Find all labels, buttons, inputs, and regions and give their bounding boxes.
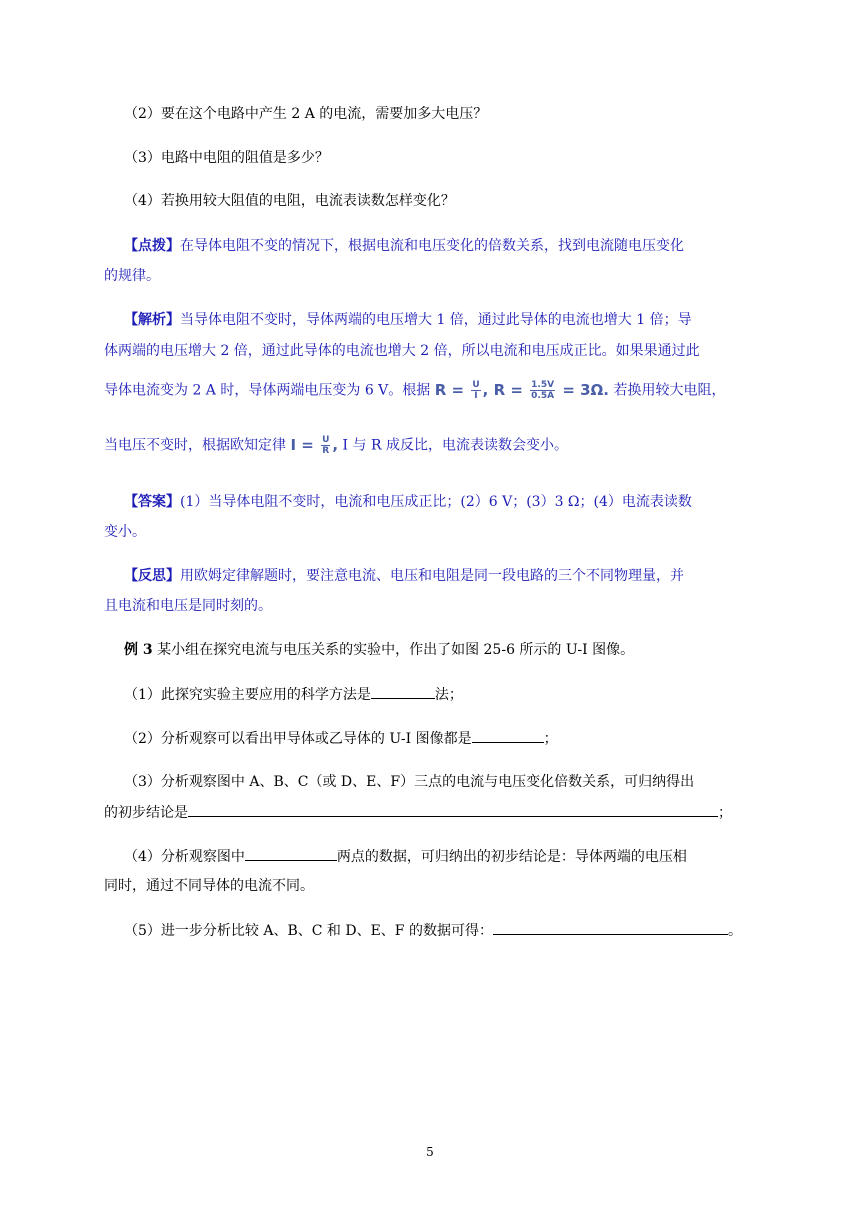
formula-ohm-separator: , xyxy=(332,436,339,454)
formula-ohm-lhs: I = xyxy=(290,436,314,454)
answer-blank-1[interactable] xyxy=(371,684,435,699)
fansi-line-1 xyxy=(124,566,684,586)
part-2-text: （2）分析观察可以看出甲导体或乙导体的 U-I 图像都是 xyxy=(124,731,472,747)
jiexi-line-3 xyxy=(104,380,725,401)
answer-blank-5[interactable] xyxy=(493,920,728,935)
example-3-part-3-line-2 xyxy=(104,802,732,823)
example-3-part-4 xyxy=(124,846,687,867)
fansi-text-1: 用欧姆定律解题时，要注意电流、电压和电阻是同一段电路的三个不同物理量，并 xyxy=(180,568,684,584)
example-3-part-1 xyxy=(124,684,463,705)
daan-text-1: (1）当导体电阻不变时，电流和电压成正比；(2）6 V；(3）3 Ω；(4）电流表读数 xyxy=(180,494,692,510)
formula-resistance xyxy=(435,380,609,401)
formula-numerator-2: 1.5V xyxy=(531,380,555,390)
daan-line-2: 变小。 xyxy=(104,524,146,540)
dianbo-line-2: 的规律。 xyxy=(104,268,160,284)
dianbo-text-1: 在导体电阻不变的情况下，根据电流和电压变化的倍数关系，找到电流随电压变化 xyxy=(180,238,684,254)
part-5-text: （5）进一步分析比较 A、B、C 和 D、E、F 的数据可得： xyxy=(124,923,493,939)
part-5-suffix: 。 xyxy=(727,923,742,939)
jiexi-text-1: 当导体电阻不变时，导体两端的电压增大 1 倍，通过此导体的电流也增大 1 倍；导 xyxy=(180,312,692,328)
formula-numerator: U xyxy=(472,380,480,390)
jiexi-line-2: 体两端的电压增大 2 倍，通过此导体的电流也增大 2 倍，所以电流和电压成正比。如果果通过此 xyxy=(104,343,700,359)
part-4-text: （4）分析观察图中 xyxy=(124,849,245,865)
formula-denominator-2: 0.5A xyxy=(531,391,555,401)
part-3-text: 的初步结论是 xyxy=(104,805,188,821)
jiexi-text-3a: 导体电流变为 2 A 时，导体两端电压变为 6 V。根据 xyxy=(104,382,431,399)
example-3-text: 某小组在探究电流与电压关系的实验中，作出了如图 25-6 所示的 U-I 图像。 xyxy=(157,642,635,658)
daan-line-1 xyxy=(124,492,692,512)
fansi-line-2: 且电流和电压是同时刻的。 xyxy=(104,598,272,614)
question-2: （2）要在这个电路中产生 2 A 的电流，需要加多大电压？ xyxy=(124,106,488,122)
jiexi-line-1 xyxy=(124,310,692,330)
formula-ohm-numerator: U xyxy=(322,435,330,445)
jiexi-text-3b: 若换用较大电阻， xyxy=(613,382,726,399)
formula-denominator: I xyxy=(474,391,478,401)
answer-blank-2[interactable] xyxy=(472,728,544,743)
example-3-heading xyxy=(124,640,634,660)
example-3-label: 例 3 xyxy=(124,642,153,658)
jiexi-text-4a: 当电压不变时，根据欧知定律 xyxy=(104,437,286,454)
fansi-tag: 【反思】 xyxy=(124,568,180,584)
question-3: （3）电路中电阻的阻值是多少？ xyxy=(124,150,329,166)
formula-ohm-fraction xyxy=(321,435,330,456)
formula-separator: , xyxy=(482,381,489,399)
example-3-part-2 xyxy=(124,728,558,749)
formula-result: = 3Ω. xyxy=(562,381,609,399)
part-1-suffix: 法； xyxy=(434,687,463,703)
daan-tag: 【答案】 xyxy=(124,494,180,510)
formula-fraction-ui xyxy=(471,380,480,401)
answer-blank-4[interactable] xyxy=(245,846,337,861)
part-4-text-2: 两点的数据，可归纳出的初步结论是：导体两端的电压相 xyxy=(336,849,687,865)
jiexi-tag: 【解析】 xyxy=(124,312,180,328)
example-3-part-4-line-2: 同时，通过不同导体的电流不同。 xyxy=(104,878,314,894)
part-1-text: （1）此探究实验主要应用的科学方法是 xyxy=(124,687,371,703)
jiexi-line-4 xyxy=(104,435,568,456)
part-2-suffix: ； xyxy=(543,731,558,747)
page-number: 5 xyxy=(426,1145,434,1159)
formula-lhs: R = xyxy=(434,381,465,399)
formula-ohm-denominator: R xyxy=(322,446,330,456)
example-3-part-5 xyxy=(124,920,742,941)
answer-blank-3[interactable] xyxy=(188,802,718,817)
formula-ohms-law xyxy=(290,435,338,456)
question-4: （4）若换用较大阻值的电阻，电流表读数怎样变化？ xyxy=(124,193,455,209)
part-3-suffix: ； xyxy=(718,805,732,821)
formula-lhs-2: R = xyxy=(493,381,523,399)
dianbo-line-1 xyxy=(124,236,684,256)
formula-fraction-values xyxy=(530,380,555,401)
dianbo-tag: 【点拨】 xyxy=(124,238,180,254)
example-3-part-3: （3）分析观察图中 A、B、C（或 D、E、F）三点的电流与电压变化倍数关系，可归纳得出 xyxy=(124,774,695,790)
jiexi-text-4b: I 与 R 成反比，电流表读数会变小。 xyxy=(342,437,568,454)
